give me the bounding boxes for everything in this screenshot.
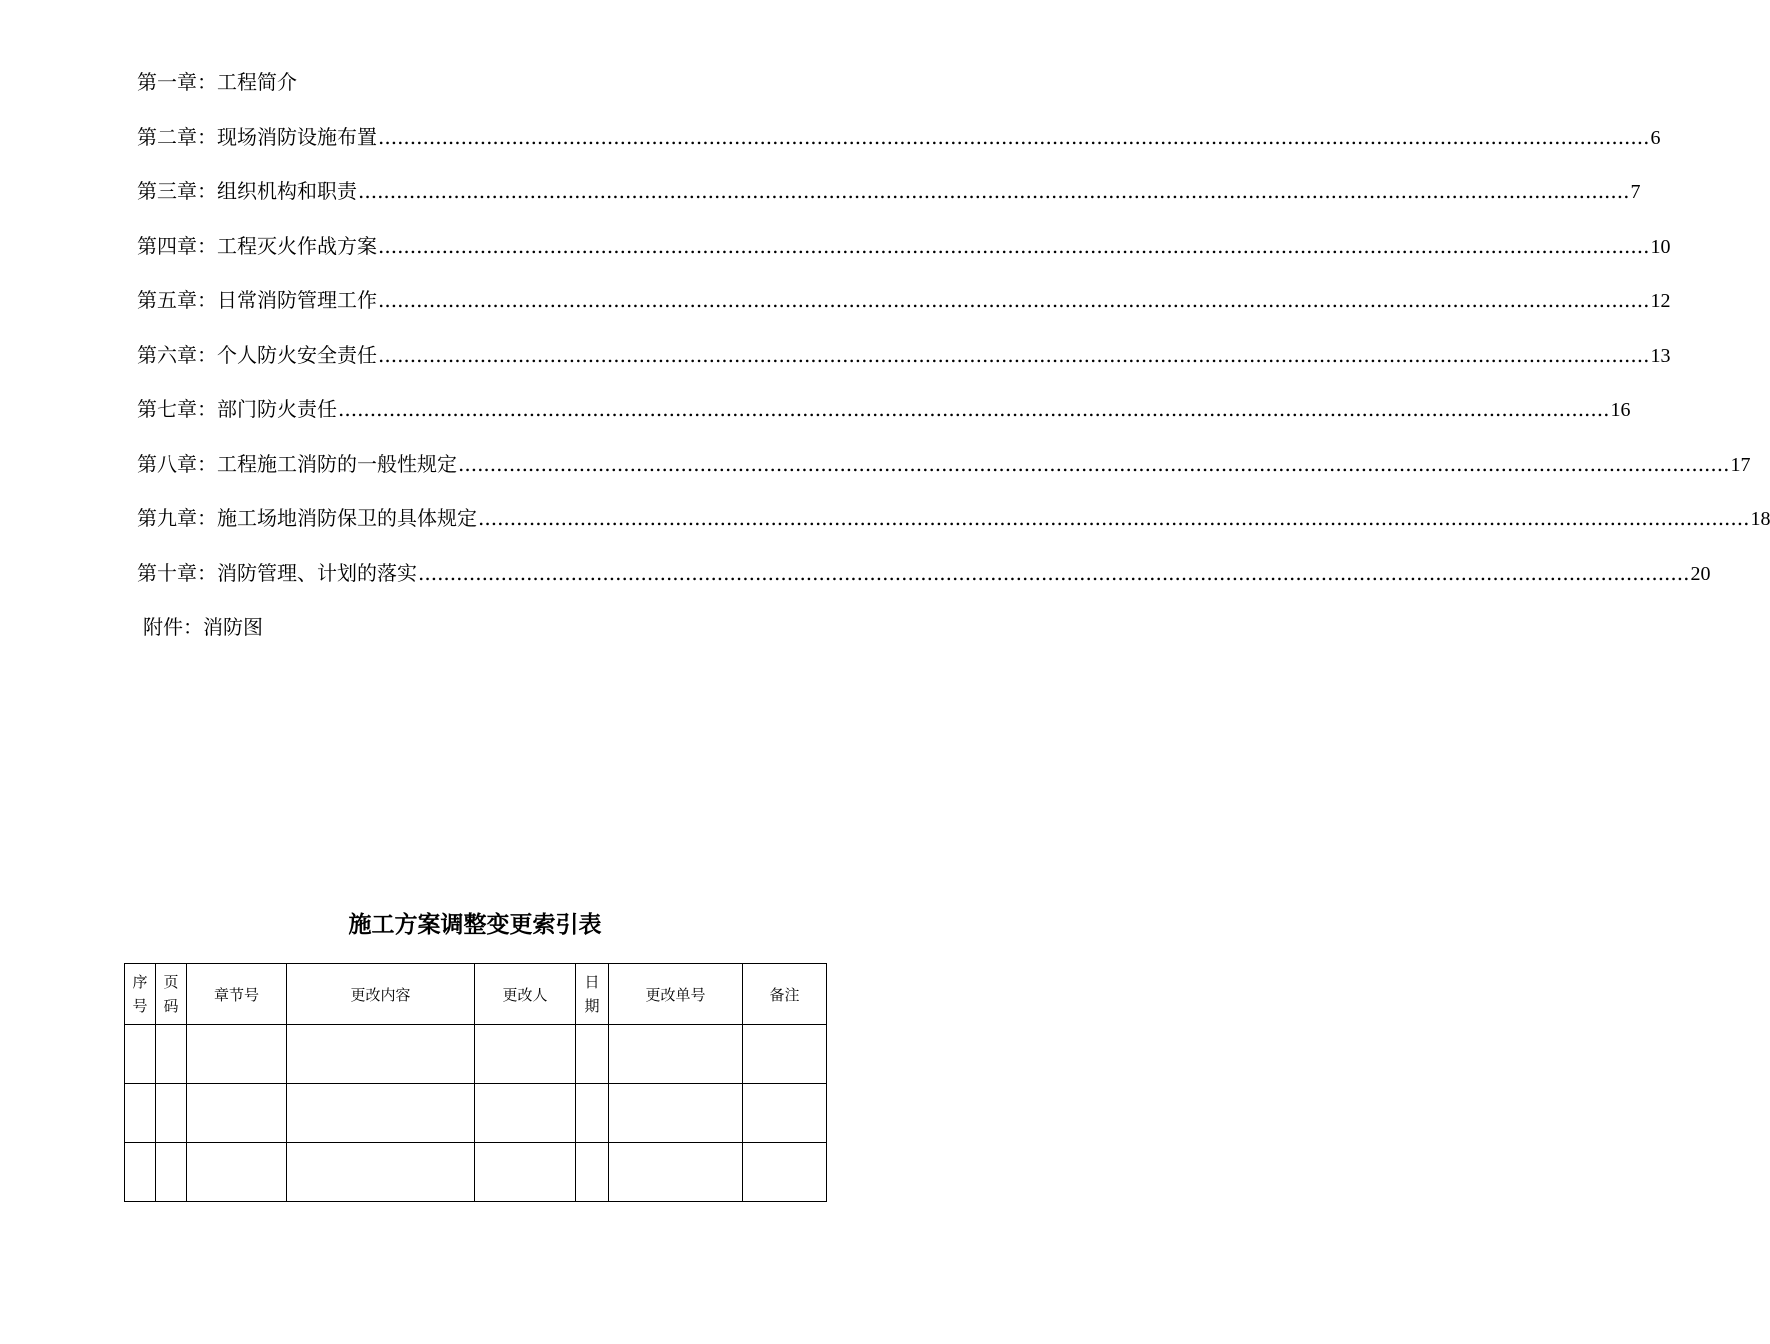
- table-of-contents: [137, 60, 1770, 660]
- table-cell[interactable]: [156, 1084, 187, 1143]
- toc-entry-page: 16: [1610, 399, 1631, 421]
- toc-entry-4[interactable]: [137, 224, 1671, 279]
- toc-entry-title: 第一章：工程简介: [137, 70, 297, 94]
- toc-entry-3[interactable]: [137, 169, 1641, 224]
- table-header-row: [125, 964, 827, 1025]
- toc-entry-title: 第八章：工程施工消防的一般性规定: [137, 451, 457, 476]
- column-header: 更改单号: [609, 964, 743, 1025]
- toc-entry-7[interactable]: [137, 387, 1631, 442]
- toc-entry-10[interactable]: [137, 551, 1711, 606]
- toc-entry-page: 7: [1630, 181, 1641, 203]
- column-header: 章节号: [187, 964, 287, 1025]
- table-cell[interactable]: [475, 1143, 576, 1202]
- toc-entry-6[interactable]: [137, 333, 1671, 388]
- table-cell[interactable]: [187, 1143, 287, 1202]
- table-cell[interactable]: [743, 1143, 827, 1202]
- table-cell[interactable]: [743, 1084, 827, 1143]
- toc-dot-leader: ........................................................................................................................................................................................................: [378, 233, 1650, 258]
- toc-entry-1[interactable]: [137, 60, 814, 115]
- table-cell[interactable]: [609, 1084, 743, 1143]
- toc-entry-title: 第三章：组织机构和职责: [137, 179, 357, 203]
- table-cell[interactable]: [576, 1084, 609, 1143]
- toc-entry-title: 第六章：个人防火安全责任: [137, 342, 377, 367]
- toc-entry-5[interactable]: [137, 278, 1671, 333]
- table-cell[interactable]: [576, 1143, 609, 1202]
- toc-entry-title: 第五章：日常消防管理工作: [137, 288, 377, 312]
- attachment-label: 附件：消防图: [143, 615, 263, 639]
- column-header: 页码: [156, 964, 187, 1025]
- toc-entry-title: 第七章：部门防火责任: [137, 397, 337, 421]
- toc-entry-page: 6: [1650, 126, 1661, 149]
- index-table-title: 施工方案调整变更索引表: [348, 911, 602, 938]
- toc-dot-leader: ........................................................................................................................................................................................................: [358, 179, 1630, 203]
- toc-dot-leader: ........................................................................................................................................................................................................: [338, 397, 1610, 421]
- table-row: [125, 1143, 827, 1202]
- toc-entry-page: 12: [1650, 290, 1671, 312]
- table-cell[interactable]: [156, 1025, 187, 1084]
- table-cell[interactable]: [125, 1084, 156, 1143]
- table-cell[interactable]: [475, 1084, 576, 1143]
- table-cell[interactable]: [743, 1025, 827, 1084]
- toc-entry-title: 第十章：消防管理、计划的落实: [137, 560, 417, 585]
- toc-dot-leader: ........................................................................................................................................................................................................: [418, 560, 1690, 585]
- column-header: 备注: [743, 964, 827, 1025]
- table-row: [125, 1025, 827, 1084]
- toc-entry-page: 20: [1690, 562, 1711, 585]
- toc-entry-page: 10: [1650, 235, 1671, 258]
- table-cell[interactable]: [287, 1025, 475, 1084]
- table-cell[interactable]: [609, 1143, 743, 1202]
- table-row: [125, 1084, 827, 1143]
- toc-dot-leader: ........................................................................................................................................................................................................: [478, 506, 1750, 530]
- toc-entry-page: 17: [1730, 453, 1751, 476]
- toc-entry-2[interactable]: [137, 115, 1661, 170]
- column-header: 更改人: [475, 964, 576, 1025]
- table-cell[interactable]: [125, 1025, 156, 1084]
- table-cell[interactable]: [156, 1143, 187, 1202]
- toc-attachment: [137, 605, 814, 660]
- table-cell[interactable]: [609, 1025, 743, 1084]
- toc-entry-title: 第四章：工程灭火作战方案: [137, 233, 377, 258]
- toc-entry-page: 13: [1650, 344, 1671, 367]
- toc-entry-page: 18: [1750, 508, 1770, 530]
- toc-entry-9[interactable]: [137, 496, 1770, 551]
- toc-entry-title: 第二章：现场消防设施布置: [137, 124, 377, 149]
- toc-dot-leader: ........................................................................................................................................................................................................: [458, 451, 1730, 476]
- column-header: 日期: [576, 964, 609, 1025]
- column-header: 更改内容: [287, 964, 475, 1025]
- table-cell[interactable]: [125, 1143, 156, 1202]
- table-cell[interactable]: [187, 1025, 287, 1084]
- toc-dot-leader: ........................................................................................................................................................................................................: [378, 342, 1650, 367]
- toc-entry-8[interactable]: [137, 442, 1751, 497]
- toc-dot-leader: ........................................................................................................................................................................................................: [378, 288, 1650, 312]
- table-cell[interactable]: [287, 1143, 475, 1202]
- table-cell[interactable]: [576, 1025, 609, 1084]
- toc-dot-leader: ........................................................................................................................................................................................................: [378, 124, 1650, 149]
- table-cell[interactable]: [187, 1084, 287, 1143]
- toc-entry-title: 第九章：施工场地消防保卫的具体规定: [137, 506, 477, 530]
- column-header: 序号: [125, 964, 156, 1025]
- table-cell[interactable]: [287, 1084, 475, 1143]
- table-cell[interactable]: [475, 1025, 576, 1084]
- change-index-table: [124, 963, 827, 1202]
